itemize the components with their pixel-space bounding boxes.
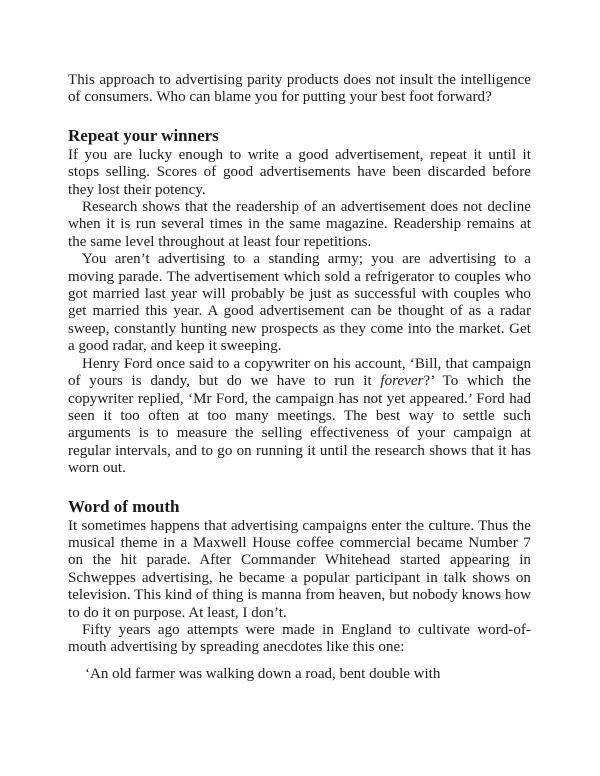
- heading-repeat-your-winners: Repeat your winners: [68, 125, 219, 145]
- paragraph-text-before-italic: Henry Ford once said to a copywriter on his account, ‘Bill, that campaign of yours is dandy, but do we have to run it: [68, 355, 531, 390]
- body-paragraph: It sometimes happens that advertising campaigns enter the culture. Thus the musical theme in a Maxwell House coffee commercial became Number 7 on the hit parade. After Commander Whitehead started appearing in Schweppes advertising, he became a popular participant in talk shows on television. This kind of thing is manna from heaven, but nobody knows how to do it on purpose. At least, I don’t.: [68, 517, 531, 621]
- body-paragraph: Fifty years ago attempts were made in England to cultivate word-of-mouth advertising by spreading anecdotes like this one:: [68, 621, 531, 656]
- italic-word: forever: [380, 373, 424, 390]
- body-paragraph: [68, 356, 531, 478]
- heading-word-of-mouth: Word of mouth: [68, 496, 180, 516]
- paragraph-text-after-italic: ?’ To which the copywriter replied, ‘Mr Ford, the campaign has not yet appeared.’ Ford had seen it too often at too many meetings. The best way to settle such arguments is to measure the selling effectiveness of your campaign at regular intervals, and to go on running it until the research shows that it has worn out.: [68, 373, 531, 477]
- body-paragraph: If you are lucky enough to write a good advertisement, repeat it until it stops selling. Scores of good advertisements have been discarded before they lost their potency.: [68, 146, 531, 198]
- block-quote: ‘An old farmer was walking down a road, bent double with: [85, 665, 441, 682]
- body-paragraph: Research shows that the readership of an advertisement does not decline when it is run several times in the same magazine. Readership remains at the same level throughout at least four repetitions.: [68, 199, 531, 250]
- intro-paragraph: This approach to advertising parity products does not insult the intelligence of consumers. Who can blame you for putting your best foot forward?: [68, 72, 531, 106]
- body-paragraph: You aren’t advertising to a standing army; you are advertising to a moving parade. The advertisement which sold a refrigerator to couples who got married last year will probably be just as successful with couples who get married this year. A good advertisement can be thought of as a radar sweep, constantly hunting new prospects as they come into the market. Get a good radar, and keep it sweeping.: [68, 251, 531, 355]
